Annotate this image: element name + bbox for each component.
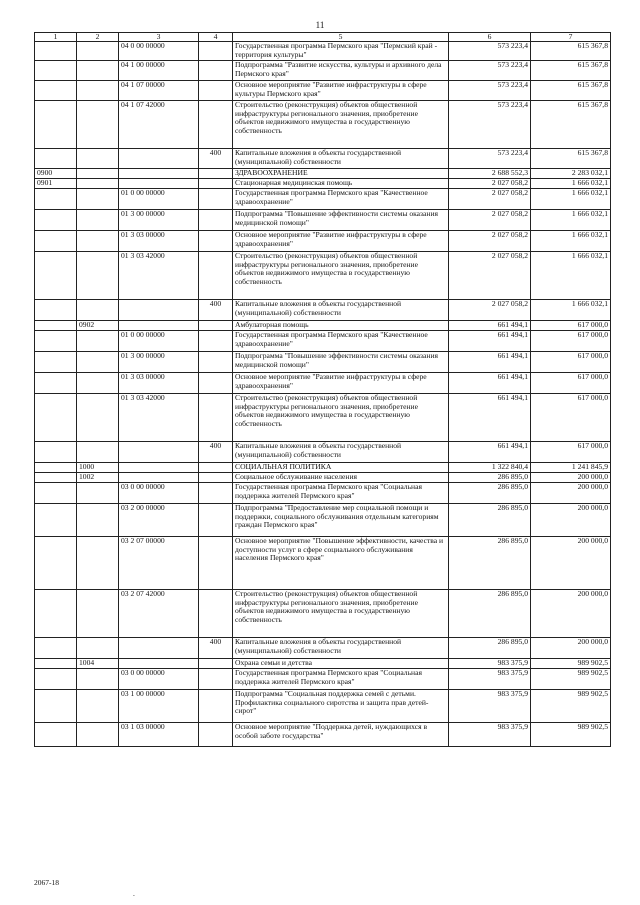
table-row [35,81,611,101]
target-article-cell: 03 1 03 00000 [119,723,199,747]
amount-year2-cell: 989 902,5 [531,669,611,690]
subsection-code-cell [77,101,119,149]
section-code-cell [35,659,77,669]
expense-type-cell [199,81,233,101]
amount-year2-cell: 1 666 032,1 [531,231,611,252]
target-article-cell [119,659,199,669]
amount-year2-cell: 1 666 032,1 [531,189,611,210]
subsection-code-cell [77,537,119,590]
description-cell: Основное мероприятие "Развитие инфраструктуры в сфере здравоохранения" [233,231,449,252]
section-code-cell [35,189,77,210]
target-article-cell [119,300,199,321]
subsection-code-cell [77,352,119,373]
section-code-cell [35,252,77,300]
amount-year1-cell: 1 322 840,4 [449,463,531,473]
amount-year1-cell: 983 375,9 [449,723,531,747]
table-row [35,149,611,169]
amount-year2-cell: 200 000,0 [531,473,611,483]
amount-year2-cell: 200 000,0 [531,638,611,659]
amount-year1-cell: 286 895,0 [449,590,531,638]
expense-type-cell [199,231,233,252]
description-cell: Капитальные вложения в объекты государственной (муниципальной) собственности [233,300,449,321]
subsection-code-cell [77,504,119,537]
amount-year2-cell: 1 666 032,1 [531,300,611,321]
amount-year2-cell: 615 367,8 [531,149,611,169]
target-article-cell: 01 3 00 00000 [119,210,199,231]
table-row [35,300,611,321]
expense-type-cell [199,101,233,149]
table-row [35,590,611,638]
amount-year2-cell: 1 666 032,1 [531,210,611,231]
subsection-code-cell [77,252,119,300]
table-row [35,179,611,189]
amount-year1-cell: 661 494,1 [449,442,531,463]
target-article-cell: 04 1 07 00000 [119,81,199,101]
subsection-code-cell [77,690,119,723]
amount-year2-cell: 1 666 032,1 [531,252,611,300]
amount-year1-cell: 2 027 058,2 [449,252,531,300]
target-article-cell: 03 1 00 00000 [119,690,199,723]
target-article-cell: 01 0 00 00000 [119,331,199,352]
section-code-cell [35,81,77,101]
amount-year1-cell: 573 223,4 [449,81,531,101]
expense-type-cell [199,537,233,590]
expense-type-cell: 400 [199,149,233,169]
amount-year1-cell: 286 895,0 [449,473,531,483]
header-cell: 2 [77,33,119,42]
amount-year2-cell: 615 367,8 [531,61,611,81]
target-article-cell: 04 1 07 42000 [119,101,199,149]
subsection-code-cell [77,42,119,61]
section-code-cell [35,101,77,149]
subsection-code-cell [77,331,119,352]
amount-year2-cell: 617 000,0 [531,321,611,331]
table-row [35,442,611,463]
footer-mark: . [133,889,135,898]
expense-type-cell [199,394,233,442]
amount-year2-cell: 615 367,8 [531,101,611,149]
section-code-cell [35,442,77,463]
target-article-cell: 01 3 03 00000 [119,373,199,394]
section-code-cell [35,723,77,747]
amount-year1-cell: 983 375,9 [449,659,531,669]
description-cell: Основное мероприятие "Поддержка детей, нуждающихся в особой заботе государства" [233,723,449,747]
section-code-cell: 0901 [35,179,77,189]
description-cell: Строительство (реконструкция) объектов общественной инфраструктуры регионального значения, приобретение объектов недвижимого имущества в государственную собственность [233,394,449,442]
section-code-cell [35,690,77,723]
amount-year1-cell: 573 223,4 [449,61,531,81]
section-code-cell [35,590,77,638]
description-cell: Охрана семьи и детства [233,659,449,669]
expense-type-cell [199,169,233,179]
description-cell: Капитальные вложения в объекты государственной (муниципальной) собственности [233,442,449,463]
amount-year2-cell: 617 000,0 [531,352,611,373]
target-article-cell: 01 0 00 00000 [119,189,199,210]
subsection-code-cell [77,638,119,659]
table-row [35,210,611,231]
header-cell: 6 [449,33,531,42]
description-cell: Строительство (реконструкция) объектов общественной инфраструктуры регионального значения, приобретение объектов недвижимого имущества в государственную собственность [233,590,449,638]
expense-type-cell [199,189,233,210]
section-code-cell [35,373,77,394]
amount-year1-cell: 661 494,1 [449,331,531,352]
subsection-code-cell [77,61,119,81]
description-cell: Строительство (реконструкция) объектов общественной инфраструктуры регионального значения, приобретение объектов недвижимого имущества в государственную собственность [233,252,449,300]
section-code-cell [35,321,77,331]
subsection-code-cell [77,590,119,638]
amount-year2-cell: 200 000,0 [531,590,611,638]
target-article-cell [119,442,199,463]
amount-year1-cell: 661 494,1 [449,373,531,394]
section-code-cell [35,463,77,473]
amount-year2-cell: 200 000,0 [531,483,611,504]
expense-type-cell [199,690,233,723]
expense-type-cell [199,659,233,669]
amount-year1-cell: 2 027 058,2 [449,179,531,189]
section-code-cell [35,669,77,690]
amount-year2-cell: 2 283 032,1 [531,169,611,179]
expense-type-cell: 400 [199,638,233,659]
section-code-cell [35,394,77,442]
description-cell: Подпрограмма "Развитие искусства, культуры и архивного дела Пермского края" [233,61,449,81]
table-row [35,659,611,669]
subsection-code-cell [77,189,119,210]
amount-year2-cell: 617 000,0 [531,331,611,352]
subsection-code-cell [77,210,119,231]
header-cell: 4 [199,33,233,42]
description-cell: Строительство (реконструкция) объектов общественной инфраструктуры регионального значения, приобретение объектов недвижимого имущества в государственную собственность [233,101,449,149]
table-row [35,42,611,61]
expense-type-cell [199,373,233,394]
amount-year1-cell: 286 895,0 [449,483,531,504]
amount-year1-cell: 2 027 058,2 [449,300,531,321]
table-header-row [35,33,611,42]
table-row [35,352,611,373]
subsection-code-cell [77,442,119,463]
section-code-cell [35,300,77,321]
expense-type-cell [199,473,233,483]
expense-type-cell [199,61,233,81]
target-article-cell [119,179,199,189]
description-cell: Подпрограмма "Социальная поддержка семей с детьми. Профилактика социального сиротства и защита прав детей-сирот" [233,690,449,723]
description-cell: Государственная программа Пермского края "Социальная поддержка жителей Пермского края" [233,483,449,504]
header-cell: 7 [531,33,611,42]
amount-year2-cell: 1 666 032,1 [531,179,611,189]
target-article-cell: 03 2 07 00000 [119,537,199,590]
amount-year2-cell: 989 902,5 [531,690,611,723]
subsection-code-cell [77,394,119,442]
section-code-cell: 0900 [35,169,77,179]
amount-year2-cell: 989 902,5 [531,659,611,669]
page-number: 11 [315,20,325,30]
target-article-cell: 01 3 03 00000 [119,231,199,252]
amount-year1-cell: 983 375,9 [449,690,531,723]
section-code-cell [35,210,77,231]
amount-year1-cell: 573 223,4 [449,101,531,149]
table-row [35,394,611,442]
amount-year2-cell: 615 367,8 [531,42,611,61]
expense-type-cell: 400 [199,442,233,463]
table-row [35,690,611,723]
table-row [35,723,611,747]
amount-year2-cell: 615 367,8 [531,81,611,101]
amount-year1-cell: 2 027 058,2 [449,210,531,231]
subsection-code-cell [77,669,119,690]
section-code-cell [35,483,77,504]
amount-year1-cell: 661 494,1 [449,321,531,331]
table-row [35,638,611,659]
target-article-cell: 03 2 00 00000 [119,504,199,537]
amount-year2-cell: 617 000,0 [531,394,611,442]
target-article-cell: 04 0 00 00000 [119,42,199,61]
section-code-cell [35,352,77,373]
section-code-cell [35,504,77,537]
expense-type-cell: 400 [199,300,233,321]
table-row [35,231,611,252]
subsection-code-cell [77,483,119,504]
subsection-code-cell [77,373,119,394]
description-cell: Подпрограмма "Предоставление мер социальной помощи и поддержки, социального обслуживания отдельным категориям граждан Пермского края" [233,504,449,537]
subsection-code-cell [77,81,119,101]
table-row [35,101,611,149]
header-cell: 1 [35,33,77,42]
description-cell: Основное мероприятие "Повышение эффективности, качества и доступности услуг в сфере социального обслуживания населения Пермского края" [233,537,449,590]
target-article-cell: 03 0 00 00000 [119,483,199,504]
table-row [35,252,611,300]
expense-type-cell [199,179,233,189]
table-row [35,473,611,483]
subsection-code-cell [77,231,119,252]
expense-type-cell [199,331,233,352]
amount-year1-cell: 2 027 058,2 [449,189,531,210]
target-article-cell: 04 1 00 00000 [119,61,199,81]
expense-type-cell [199,42,233,61]
section-code-cell [35,638,77,659]
expense-type-cell [199,463,233,473]
table-row [35,331,611,352]
description-cell: Государственная программа Пермского края "Социальная поддержка жителей Пермского края" [233,669,449,690]
amount-year2-cell: 617 000,0 [531,373,611,394]
target-article-cell: 01 3 03 42000 [119,252,199,300]
header-cell: 3 [119,33,199,42]
amount-year2-cell: 989 902,5 [531,723,611,747]
section-code-cell [35,331,77,352]
expense-type-cell [199,252,233,300]
table-row [35,189,611,210]
amount-year1-cell: 661 494,1 [449,394,531,442]
description-cell: Капитальные вложения в объекты государственной (муниципальной) собственности [233,638,449,659]
subsection-code-cell: 1000 [77,463,119,473]
amount-year1-cell: 286 895,0 [449,638,531,659]
table-row [35,669,611,690]
subsection-code-cell [77,169,119,179]
table-row [35,463,611,473]
description-cell: ЗДРАВООХРАНЕНИЕ [233,169,449,179]
amount-year1-cell: 2 688 552,3 [449,169,531,179]
target-article-cell: 01 3 03 42000 [119,394,199,442]
table-row [35,61,611,81]
target-article-cell [119,321,199,331]
subsection-code-cell [77,300,119,321]
description-cell: Государственная программа Пермского края "Качественное здравоохранение" [233,189,449,210]
description-cell: Подпрограмма "Повышение эффективности системы оказания медицинской помощи" [233,352,449,373]
expense-type-cell [199,321,233,331]
description-cell: Государственная программа Пермского края "Пермский край - территория культуры" [233,42,449,61]
description-cell: Амбулаторная помощь [233,321,449,331]
expense-type-cell [199,504,233,537]
expense-type-cell [199,669,233,690]
amount-year2-cell: 617 000,0 [531,442,611,463]
table-row [35,373,611,394]
description-cell: Подпрограмма "Повышение эффективности системы оказания медицинской помощи" [233,210,449,231]
target-article-cell [119,638,199,659]
section-code-cell [35,537,77,590]
description-cell: СОЦИАЛЬНАЯ ПОЛИТИКА [233,463,449,473]
table-row [35,321,611,331]
description-cell: Капитальные вложения в объекты государственной (муниципальной) собственности [233,149,449,169]
target-article-cell [119,149,199,169]
expense-type-cell [199,210,233,231]
description-cell: Стационарная медицинская помощь [233,179,449,189]
table-row [35,537,611,590]
subsection-code-cell: 0902 [77,321,119,331]
amount-year2-cell: 200 000,0 [531,504,611,537]
amount-year1-cell: 2 027 058,2 [449,231,531,252]
section-code-cell [35,42,77,61]
header-cell: 5 [233,33,449,42]
amount-year1-cell: 573 223,4 [449,42,531,61]
target-article-cell: 01 3 00 00000 [119,352,199,373]
description-cell: Основное мероприятие "Развитие инфраструктуры в сфере культуры Пермского края" [233,81,449,101]
target-article-cell [119,473,199,483]
expense-type-cell [199,723,233,747]
expense-type-cell [199,483,233,504]
section-code-cell [35,231,77,252]
section-code-cell [35,149,77,169]
amount-year1-cell: 286 895,0 [449,537,531,590]
subsection-code-cell: 1004 [77,659,119,669]
target-article-cell: 03 2 07 42000 [119,590,199,638]
subsection-code-cell [77,723,119,747]
subsection-code-cell: 1002 [77,473,119,483]
amount-year1-cell: 573 223,4 [449,149,531,169]
table-row [35,169,611,179]
amount-year2-cell: 200 000,0 [531,537,611,590]
amount-year1-cell: 983 375,9 [449,669,531,690]
expense-type-cell [199,352,233,373]
subsection-code-cell [77,149,119,169]
target-article-cell [119,463,199,473]
section-code-cell [35,473,77,483]
subsection-code-cell [77,179,119,189]
target-article-cell: 03 0 00 00000 [119,669,199,690]
table-row [35,483,611,504]
amount-year1-cell: 286 895,0 [449,504,531,537]
expense-type-cell [199,590,233,638]
document-code: 2067-18 [34,878,59,887]
section-code-cell [35,61,77,81]
amount-year1-cell: 661 494,1 [449,352,531,373]
description-cell: Социальное обслуживание населения [233,473,449,483]
target-article-cell [119,169,199,179]
budget-table [34,32,611,747]
description-cell: Государственная программа Пермского края "Качественное здравоохранение" [233,331,449,352]
table-row [35,504,611,537]
amount-year2-cell: 1 241 845,9 [531,463,611,473]
description-cell: Основное мероприятие "Развитие инфраструктуры в сфере здравоохранения" [233,373,449,394]
